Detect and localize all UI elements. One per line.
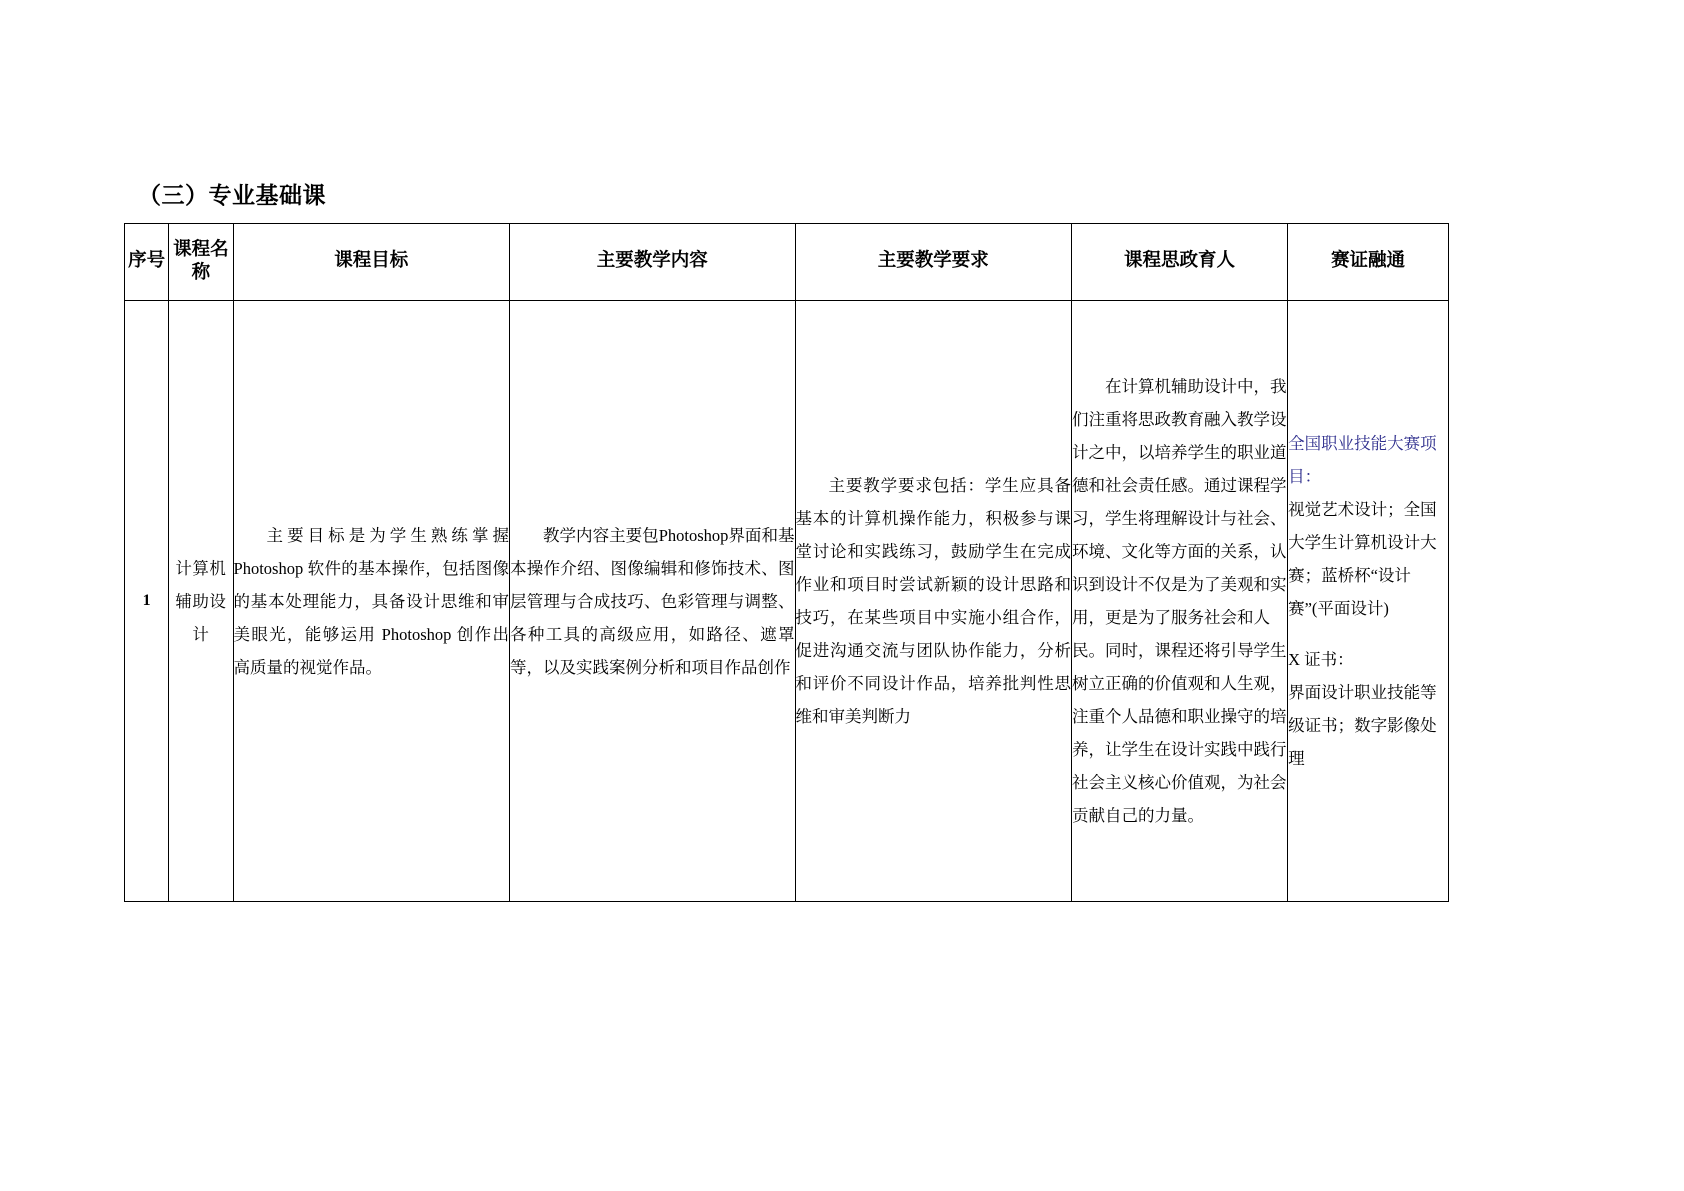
teaching-content-text: 教学内容主要包Photoshop界面和基本操作介绍、图像编辑和修饰技术、图层管理与合成技巧、色彩管理与调整、各种工具的高级应用，如路径、遮罩等，以及实践案例分析和项目作品创作 bbox=[510, 525, 795, 677]
column-header-no: 序号 bbox=[125, 224, 169, 301]
cell-course-name: 计算机辅助设计 bbox=[169, 301, 233, 902]
competition-items: 视觉艺术设计；全国大学生计算机设计大赛；蓝桥杯“设计赛”(平面设计) bbox=[1288, 500, 1437, 618]
cell-competition-certificate bbox=[1288, 301, 1449, 902]
column-header-teaching-content: 主要教学内容 bbox=[510, 224, 796, 301]
column-header-competition-certificate: 赛证融通 bbox=[1288, 224, 1449, 301]
course-table bbox=[124, 223, 1449, 902]
certificate-title: X 证书： bbox=[1288, 650, 1354, 669]
table-row bbox=[125, 301, 1449, 902]
teaching-requirement-text: 主要教学要求包括：学生应具备基本的计算机操作能力，积极参与课堂讨论和实践练习，鼓励学生在完成作业和项目时尝试新颖的设计思路和技巧，在某些项目中实施小组合作，促进沟通交流与团队协作能力，分析和评价不同设计作品，培养批判性思维和审美判断力 bbox=[795, 476, 1071, 726]
ideological-education-text: 在计算机辅助设计中，我们注重将思政教育融入教学设计之中，以培养学生的职业道德和社会责任感。通过课程学习，学生将理解设计与社会、环境、文化等方面的关系，认识到设计不仅是为了美观和实用，更是为了服务社会和人民。同时，课程还将引导学生树立正确的价值观和人生观，注重个人品德和职业操守的培养，让学生在设计实践中践行社会主义核心价值观，为社会贡献自己的力量。 bbox=[1071, 377, 1287, 825]
competition-title: 全国职业技能大赛项目： bbox=[1288, 434, 1437, 486]
cert-spacer bbox=[1288, 625, 1448, 643]
column-header-ideological-education: 课程思政育人 bbox=[1071, 224, 1287, 301]
section-heading: （三）专业基础课 bbox=[138, 183, 326, 208]
cell-course-goal bbox=[233, 301, 509, 902]
certificate-items: 界面设计职业技能等级证书；数字影像处理 bbox=[1288, 683, 1437, 768]
column-header-course-name: 课程名称 bbox=[169, 224, 233, 301]
table-body bbox=[125, 301, 1449, 902]
course-goal-text: 主要目标是为学生熟练掌握 Photoshop 软件的基本操作，包括图像的基本处理能力，具备设计思维和审美眼光，能够运用 Photoshop 创作出高质量的视觉作品。 bbox=[233, 525, 509, 677]
cell-teaching-requirement bbox=[795, 301, 1071, 902]
cell-row-number: 1 bbox=[125, 301, 169, 902]
table-header-row bbox=[125, 224, 1449, 301]
column-header-teaching-requirement: 主要教学要求 bbox=[795, 224, 1071, 301]
column-header-course-goal: 课程目标 bbox=[233, 224, 509, 301]
cell-teaching-content bbox=[510, 301, 796, 902]
cell-ideological-education bbox=[1071, 301, 1287, 902]
table-header bbox=[125, 224, 1449, 301]
